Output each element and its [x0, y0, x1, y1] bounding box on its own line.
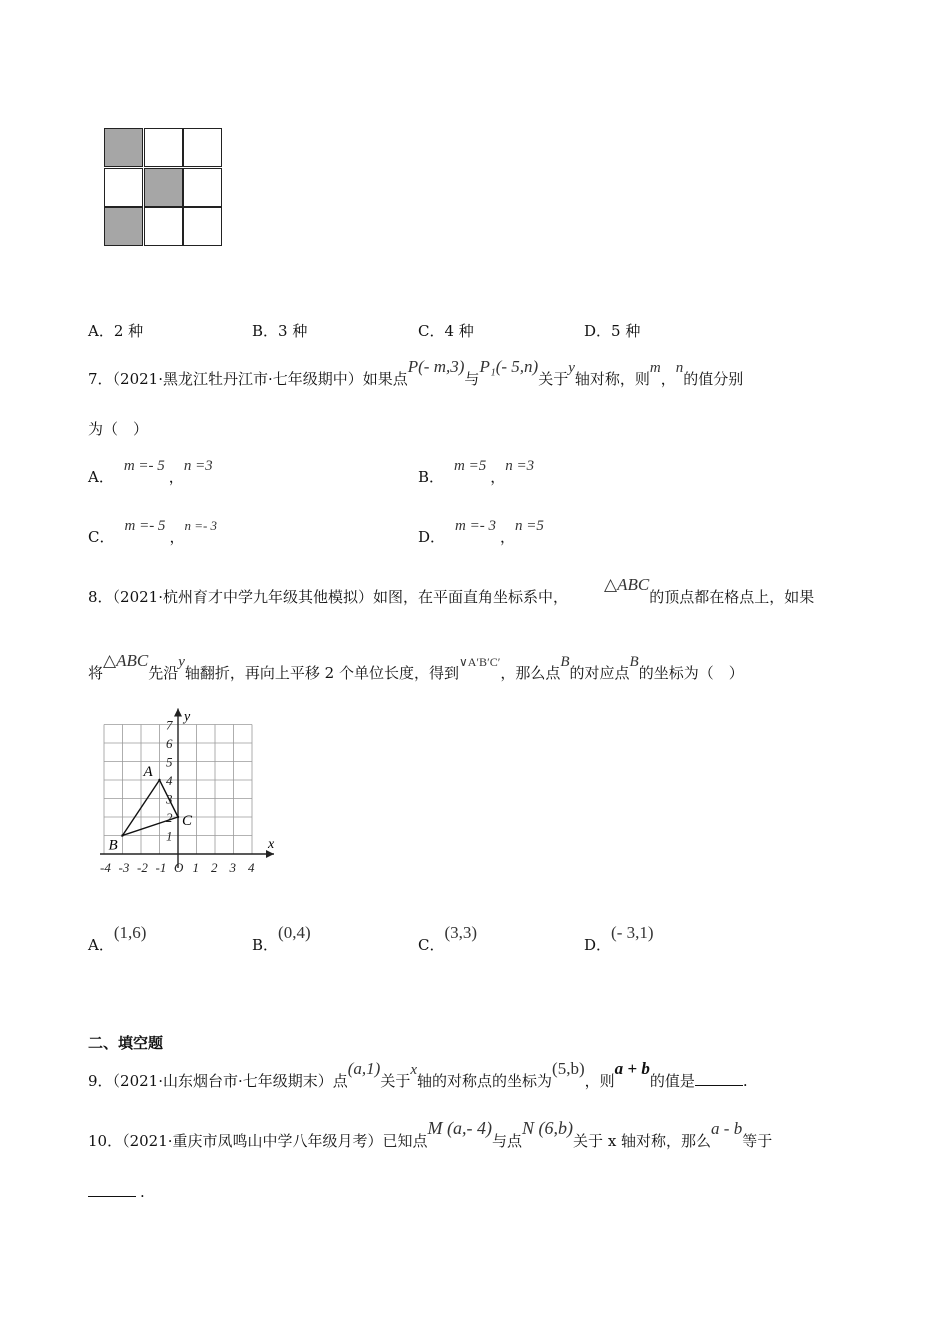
option-text: (3,3)	[444, 923, 478, 942]
text: 的顶点都在格点上，如果	[649, 588, 815, 606]
option-letter: D．	[418, 528, 446, 546]
q7-option-b: B．m =5，n =3	[418, 458, 535, 486]
math-point: (5,b)	[552, 1059, 585, 1078]
question-source: （2021·杭州育才中学九年级其他模拟）如图，在平面直角坐标系中，	[112, 588, 568, 606]
y-tick-label: 3	[166, 791, 173, 807]
grid-cell	[104, 168, 143, 207]
x-tick-label: 1	[192, 860, 199, 875]
option-m: m =- 5	[123, 458, 165, 474]
option-text: (- 3,1)	[611, 923, 654, 942]
y-tick-label: 7	[166, 717, 173, 733]
q8-option-d	[584, 923, 654, 955]
q9-question	[88, 1059, 748, 1091]
x-tick-label: -3	[118, 860, 130, 875]
triangle-abc	[123, 780, 179, 836]
math-triangle-prime: ∨A′B′C′	[458, 655, 501, 669]
math-y: y	[178, 654, 185, 670]
option-letter: B．	[252, 322, 279, 340]
question-number: 7．	[88, 370, 113, 388]
text: 的值分别	[683, 370, 744, 388]
q8-option-c	[418, 923, 478, 955]
text: 与点	[492, 1132, 523, 1150]
text: 的对应点	[569, 664, 630, 682]
text: 与	[464, 370, 480, 388]
text: 关于	[538, 370, 569, 388]
point-c	[177, 816, 179, 818]
option-letter: D．	[584, 322, 612, 340]
option-m: m =- 5	[124, 518, 166, 534]
q6-grid-figure	[104, 128, 224, 248]
math-point-n: N (6,b)	[522, 1118, 574, 1138]
text: 关于	[380, 1072, 411, 1090]
option-n: n =3	[505, 458, 535, 474]
q8-option-b	[252, 923, 311, 955]
text: .	[140, 1183, 145, 1201]
answer-blank[interactable]	[695, 1071, 743, 1086]
x-tick-label: 3	[229, 860, 236, 875]
q8-question-line2	[88, 651, 744, 683]
option-text: (0,4)	[278, 923, 311, 942]
option-text: (1,6)	[113, 923, 147, 942]
q7-option-d: D．m =- 3，n =5	[418, 518, 544, 546]
x-axis-label: x	[268, 837, 275, 852]
x-tick-label: -2	[137, 860, 148, 875]
math-expression: a - b	[711, 1119, 743, 1138]
text: 的坐标为（ ）	[638, 664, 744, 682]
question-source: （2021·重庆市凤鸣山中学八年级月考）已知点	[122, 1132, 428, 1150]
option-m: m =5	[454, 458, 487, 474]
point-a	[158, 779, 160, 781]
grid-cell	[183, 207, 222, 246]
y-tick-label: 1	[166, 828, 173, 844]
grid-cell	[104, 128, 143, 167]
grid-cell	[183, 168, 222, 207]
math-triangle: △ABC	[604, 575, 650, 594]
text: ，	[660, 370, 676, 388]
option-text: 3 种	[278, 322, 308, 340]
text: 先沿	[148, 664, 179, 682]
x-tick-label: O	[174, 860, 184, 875]
text: 轴对称，则	[574, 370, 650, 388]
q6-option-b	[252, 320, 307, 341]
q6-option-a	[88, 320, 143, 341]
x-tick-label: -4	[100, 860, 111, 875]
y-tick-label: 6	[166, 736, 173, 751]
math-y: y	[568, 360, 575, 376]
math-b: B	[560, 654, 570, 670]
point-label: B	[108, 837, 118, 854]
option-letter: D．	[584, 936, 612, 954]
option-n: n =5	[515, 518, 544, 534]
q8-question-line1	[88, 575, 815, 607]
math-b: B	[629, 654, 639, 670]
option-letter: A．	[88, 468, 114, 486]
option-letter: A．	[88, 322, 114, 340]
text: ，则	[584, 1072, 615, 1090]
answer-blank[interactable]	[88, 1182, 136, 1197]
option-n: n =- 3	[184, 518, 218, 533]
text: 等于	[742, 1132, 773, 1150]
math-triangle: △ABC	[103, 651, 149, 670]
option-n: n =3	[183, 458, 213, 474]
text: 将	[88, 664, 104, 682]
point-b	[121, 834, 123, 836]
q7-option-c: C．m =- 5，n =- 3	[88, 518, 218, 546]
q10-question-line1	[88, 1118, 773, 1151]
option-text: 2 种	[113, 322, 144, 340]
option-letter: C．	[418, 936, 445, 954]
y-tick-label: 2	[166, 810, 173, 825]
option-letter: B．	[418, 468, 445, 486]
x-tick-label: -1	[155, 860, 167, 875]
point-label: C	[182, 813, 193, 829]
grid-cell	[144, 207, 183, 246]
math-m: m	[649, 360, 661, 376]
grid-cell	[144, 128, 183, 167]
y-axis-arrow-icon	[174, 709, 182, 717]
grid-cell	[183, 128, 222, 167]
x-tick-label: 2	[211, 860, 218, 875]
question-number: 10．	[88, 1132, 123, 1150]
q10-question-line2	[88, 1182, 145, 1201]
math-expression: a + b	[614, 1059, 650, 1078]
option-m: m =- 3	[455, 518, 496, 534]
q8-option-a	[88, 923, 147, 955]
math-point-m: M (a,- 4)	[427, 1118, 493, 1138]
question-number: 9．	[88, 1072, 113, 1090]
text: .	[742, 1072, 748, 1090]
option-letter: A．	[88, 936, 114, 954]
text: 的值是	[649, 1072, 695, 1090]
grid-cell	[144, 168, 183, 207]
point-label: A	[143, 764, 153, 780]
text: 关于 x 轴对称，那么	[573, 1132, 712, 1150]
q8-coordinate-figure	[92, 706, 292, 886]
option-letter: B．	[252, 936, 279, 954]
question-number: 8．	[88, 588, 113, 606]
math-point-p1: P₁(- 5,n)	[479, 357, 539, 376]
math-point-p: P(- m,3)	[407, 357, 465, 376]
q7-question-line1	[88, 357, 744, 389]
option-letter: C．	[88, 528, 115, 546]
option-letter: C．	[418, 322, 445, 340]
question-source: （2021·黑龙江牡丹江市·七年级期中）如果点	[112, 370, 408, 388]
section-title: 二、填空题	[88, 1034, 164, 1052]
y-axis-label: y	[184, 709, 191, 725]
q7-option-a: A．m =- 5，n =3	[88, 458, 213, 486]
text: ，那么点	[500, 664, 561, 682]
q7-question-line2: 为（ ）	[88, 420, 149, 438]
grid-cell	[104, 207, 143, 246]
option-text: 4 种	[444, 322, 474, 340]
y-tick-label: 4	[166, 773, 173, 788]
x-tick-label: 4	[248, 860, 255, 875]
math-x: x	[410, 1062, 418, 1078]
q6-option-d	[584, 320, 640, 341]
y-tick-label: 5	[166, 754, 173, 770]
question-source: （2021·山东烟台市·七年级期末）点	[112, 1072, 348, 1090]
text: 轴翻折，再向上平移 2 个单位长度，得到	[184, 664, 459, 682]
math-n: n	[675, 360, 684, 376]
math-point: (a,1)	[347, 1059, 381, 1078]
option-text: 5 种	[611, 322, 641, 340]
text: 轴的对称点的坐标为	[417, 1072, 553, 1090]
q6-option-c	[418, 320, 474, 341]
